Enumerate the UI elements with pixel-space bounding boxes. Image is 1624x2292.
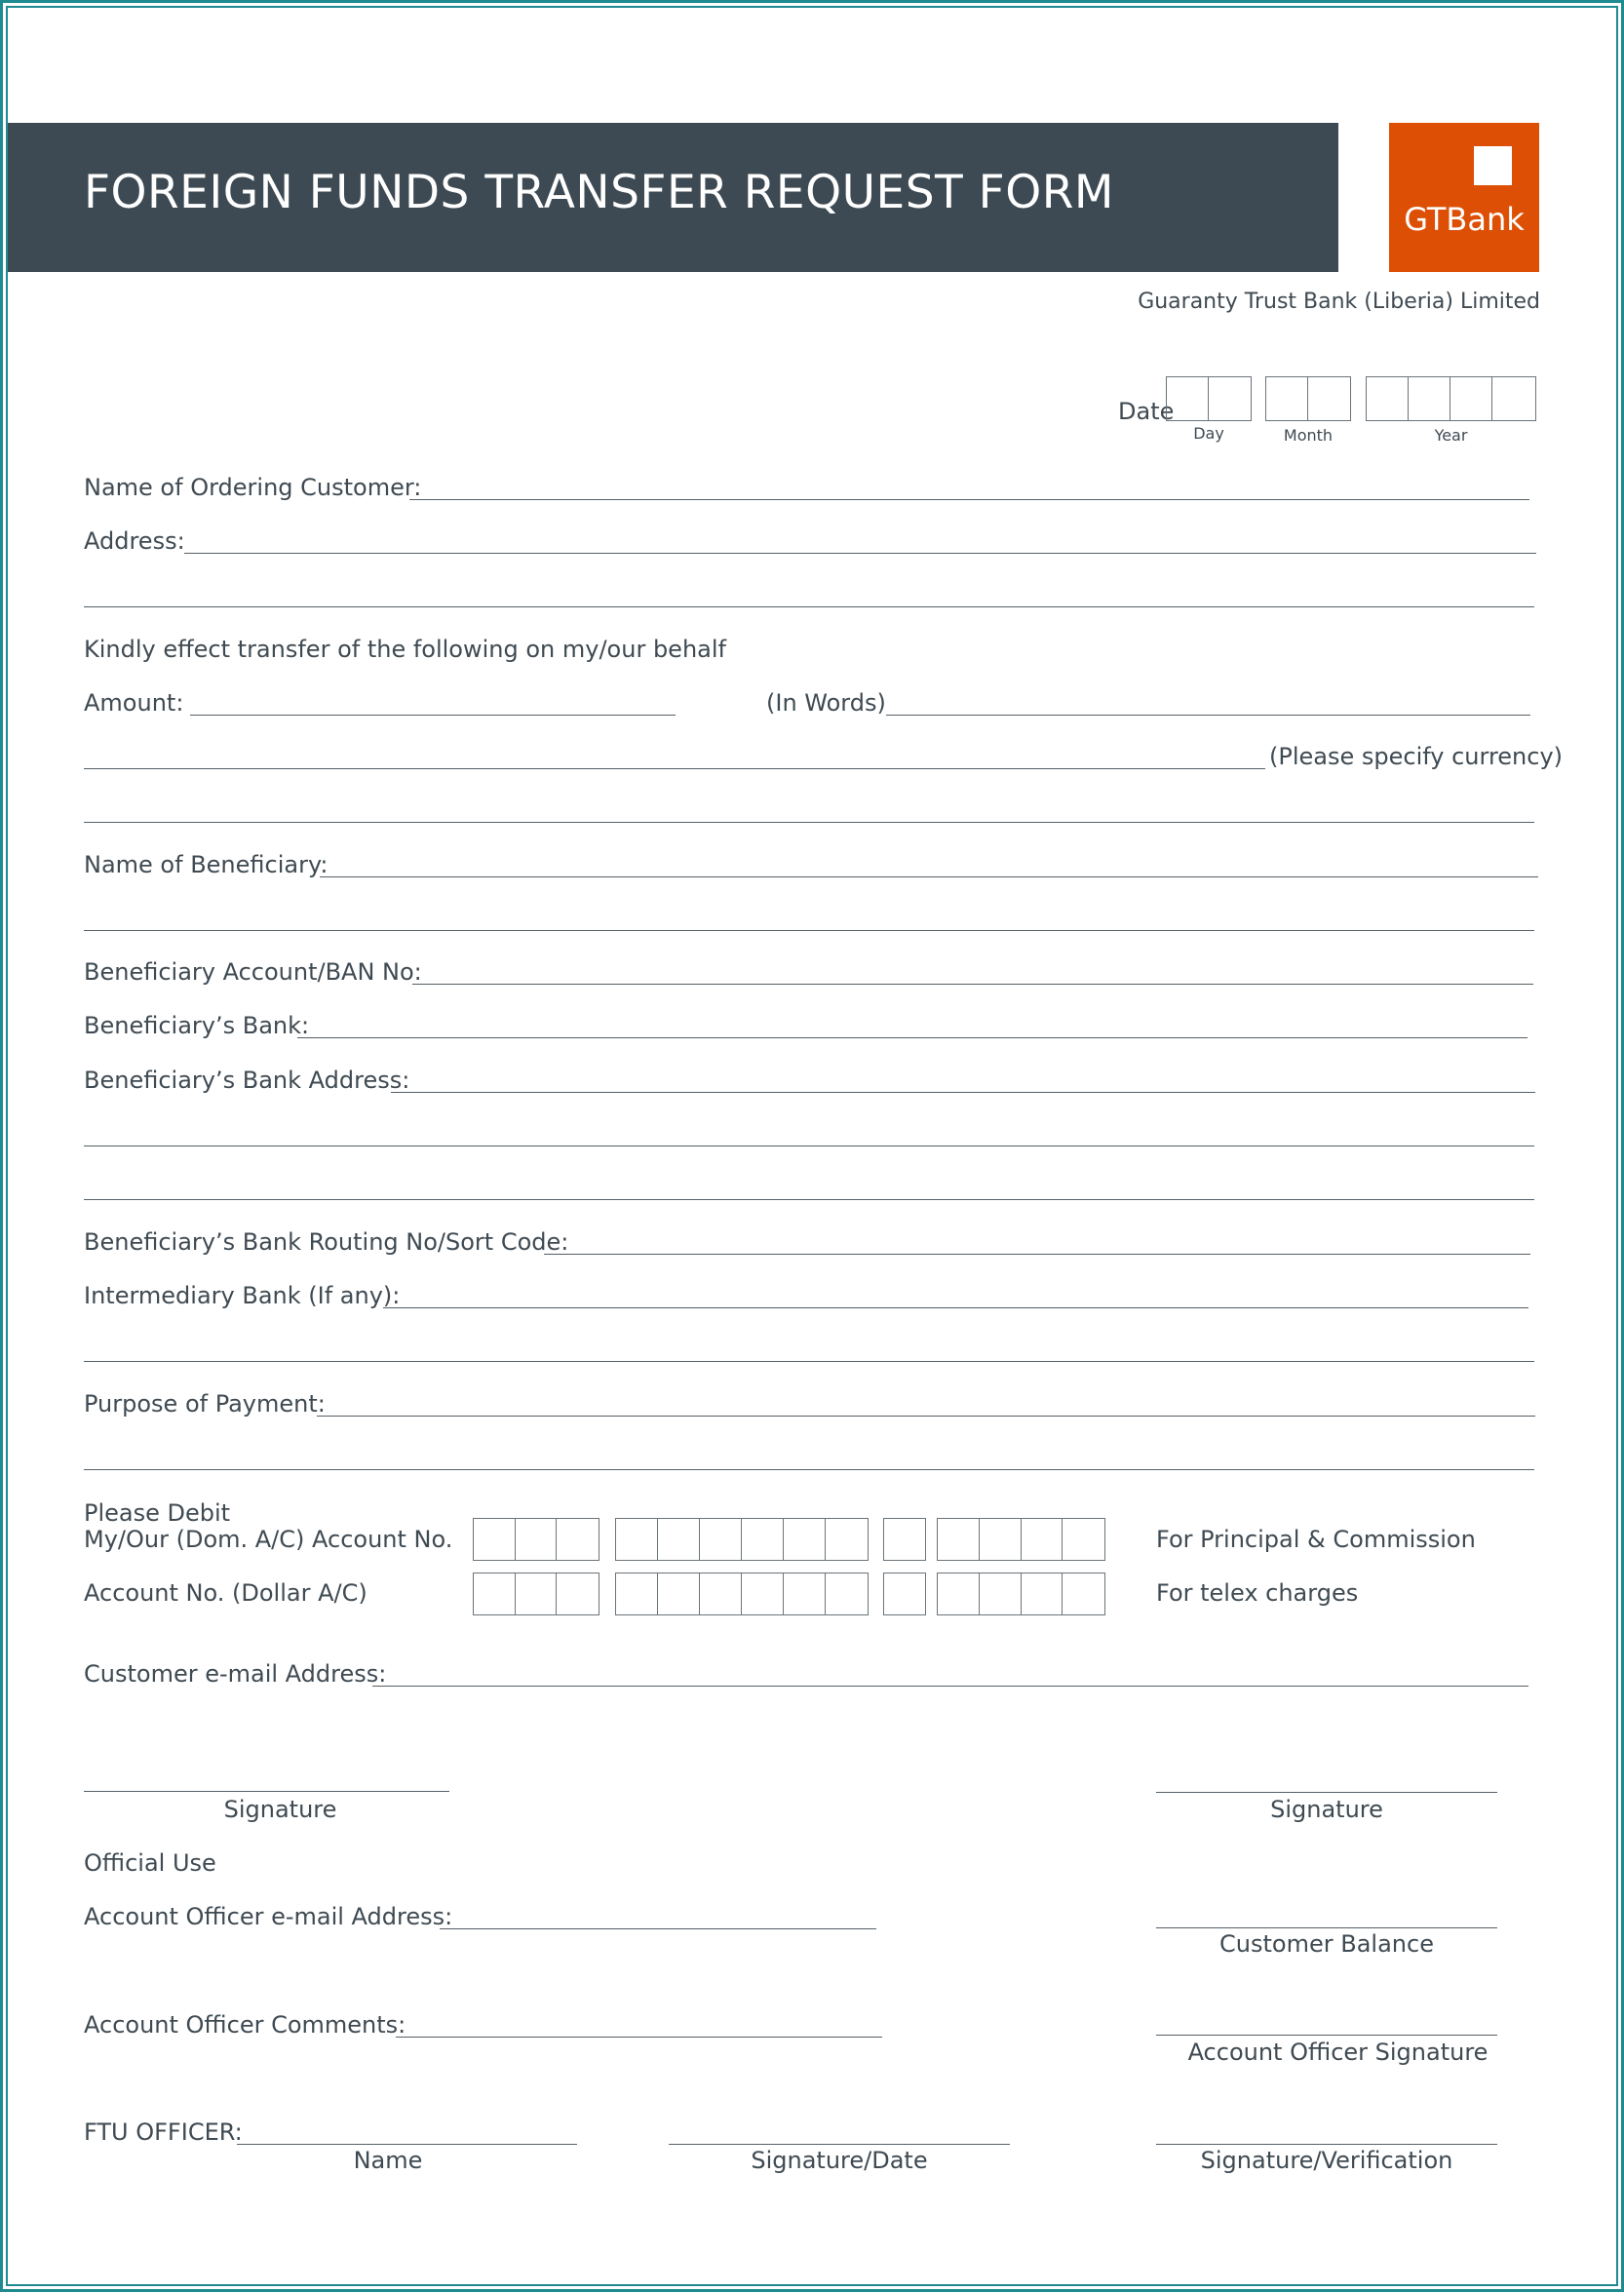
routing-line[interactable] — [544, 1254, 1530, 1255]
officer-signature-caption: Account Officer Signature — [1187, 2039, 1489, 2066]
customer-balance-line[interactable] — [1156, 1927, 1497, 1928]
beneficiary-name-line-2[interactable] — [84, 930, 1534, 931]
ordering-customer-label: Name of Ordering Customer: — [84, 474, 422, 501]
month-caption: Month — [1283, 426, 1334, 445]
title-banner — [8, 123, 1338, 272]
date-day-boxes[interactable] — [1166, 376, 1252, 421]
please-debit-label: Please Debit — [84, 1499, 231, 1527]
form-title: FOREIGN FUNDS TRANSFER REQUEST FORM — [84, 166, 1114, 219]
ftu-verification-line[interactable] — [1156, 2144, 1497, 2145]
date-year-boxes[interactable] — [1366, 376, 1536, 421]
ordering-customer-line[interactable] — [409, 499, 1529, 500]
ftu-signature-date-line[interactable] — [669, 2144, 1010, 2145]
dollar-account-boxes-4[interactable] — [937, 1573, 1105, 1615]
beneficiary-bank-label: Beneficiary’s Bank: — [84, 1012, 310, 1039]
ftu-name-caption: Name — [353, 2147, 423, 2174]
instruction-text: Kindly effect transfer of the following on my/our behalf — [84, 636, 726, 663]
beneficiary-bank-address-line[interactable] — [391, 1092, 1535, 1093]
year-caption: Year — [1434, 426, 1468, 445]
intermediary-label: Intermediary Bank (If any): — [84, 1282, 401, 1309]
dollar-account-boxes-3[interactable] — [883, 1573, 926, 1615]
logo-text: GTBank — [1404, 201, 1525, 238]
ftu-name-line[interactable] — [237, 2144, 577, 2145]
customer-email-line[interactable] — [372, 1686, 1528, 1687]
in-words-label: (In Words) — [766, 689, 886, 717]
officer-comments-line[interactable] — [396, 2037, 882, 2038]
address-line-2[interactable] — [84, 606, 1534, 607]
beneficiary-name-line[interactable] — [320, 876, 1538, 877]
ftu-verification-caption: Signature/Verification — [1200, 2147, 1453, 2174]
customer-balance-caption: Customer Balance — [1219, 1930, 1434, 1958]
signature-line-left[interactable] — [84, 1791, 449, 1792]
telex-charges-note: For telex charges — [1156, 1579, 1359, 1607]
ftu-signature-date-caption: Signature/Date — [751, 2147, 928, 2174]
signature-line-right[interactable] — [1156, 1792, 1497, 1793]
officer-comments-label: Account Officer Comments: — [84, 2011, 406, 2039]
purpose-label: Purpose of Payment: — [84, 1390, 326, 1418]
day-caption: Day — [1193, 424, 1224, 443]
amount-label: Amount: — [84, 689, 184, 717]
address-line-1[interactable] — [184, 553, 1536, 554]
signature-caption-right: Signature — [1270, 1796, 1383, 1823]
principal-commission-note: For Principal & Commission — [1156, 1526, 1476, 1553]
beneficiary-account-label: Beneficiary Account/BAN No: — [84, 958, 422, 986]
dollar-account-boxes-1[interactable] — [473, 1573, 599, 1615]
amount-words-line-2[interactable] — [84, 822, 1534, 823]
dollar-account-boxes-2[interactable] — [615, 1573, 869, 1615]
dom-account-boxes-3[interactable] — [883, 1518, 926, 1561]
bank-name: Guaranty Trust Bank (Liberia) Limited — [1138, 290, 1540, 314]
in-words-line[interactable] — [886, 715, 1530, 716]
customer-email-label: Customer e-mail Address: — [84, 1660, 387, 1688]
officer-email-label: Account Officer e-mail Address: — [84, 1903, 453, 1930]
dom-account-boxes-4[interactable] — [937, 1518, 1105, 1561]
dom-account-label: My/Our (Dom. A/C) Account No. — [84, 1526, 453, 1553]
gtbank-logo — [1389, 123, 1539, 272]
address-label: Address: — [84, 527, 185, 555]
beneficiary-bank-line[interactable] — [297, 1037, 1527, 1038]
date-label: Date — [1118, 398, 1175, 425]
signature-caption-left: Signature — [223, 1796, 337, 1823]
beneficiary-bank-address-label: Beneficiary’s Bank Address: — [84, 1067, 410, 1094]
dom-account-boxes-1[interactable] — [473, 1518, 599, 1561]
intermediary-line[interactable] — [383, 1307, 1528, 1308]
dom-account-boxes-2[interactable] — [615, 1518, 869, 1561]
routing-label: Beneficiary’s Bank Routing No/Sort Code: — [84, 1228, 569, 1256]
date-month-boxes[interactable] — [1265, 376, 1351, 421]
intermediary-line-2[interactable] — [84, 1361, 1534, 1362]
beneficiary-bank-address-line-3[interactable] — [84, 1199, 1534, 1200]
officer-signature-line[interactable] — [1156, 2035, 1497, 2036]
currency-note: (Please specify currency) — [1269, 743, 1564, 770]
purpose-line[interactable] — [317, 1416, 1535, 1417]
currency-line[interactable] — [84, 768, 1265, 769]
logo-square-icon — [1474, 146, 1512, 185]
dollar-account-label: Account No. (Dollar A/C) — [84, 1579, 367, 1607]
official-use-heading: Official Use — [84, 1849, 216, 1877]
officer-email-line[interactable] — [440, 1928, 876, 1929]
purpose-line-2[interactable] — [84, 1469, 1534, 1470]
amount-line[interactable] — [190, 715, 676, 716]
ftu-officer-label: FTU OFFICER: — [84, 2118, 243, 2146]
beneficiary-account-line[interactable] — [412, 984, 1533, 985]
beneficiary-name-label: Name of Beneficiary: — [84, 851, 329, 878]
